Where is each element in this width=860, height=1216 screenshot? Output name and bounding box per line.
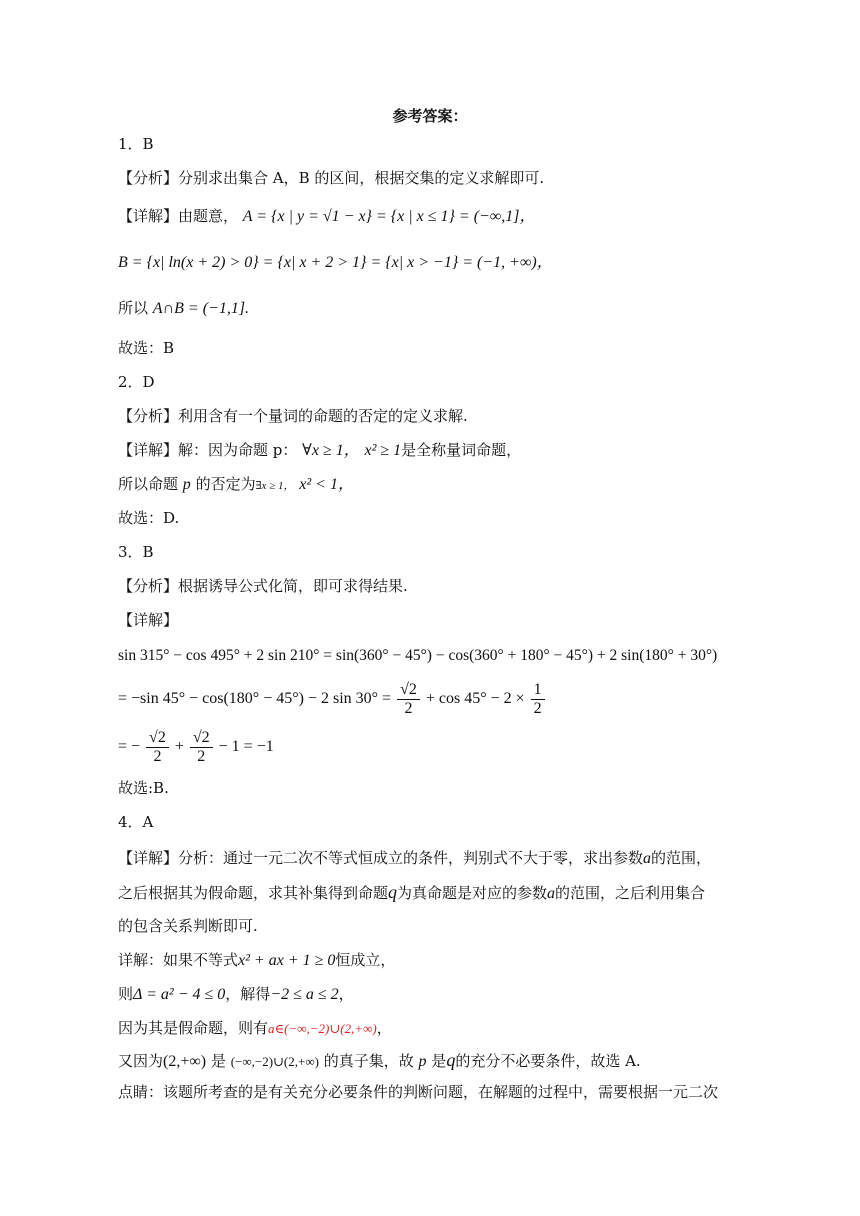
q3-eq3-frac-1	[146, 729, 169, 766]
q2-detail-a: 【详解】解：因为命题 p：	[118, 441, 298, 459]
q4-p2-var: a	[547, 885, 556, 902]
q3-eq3-b: +	[174, 738, 184, 755]
q3-eq3-a: = −	[118, 738, 141, 755]
q4-d1-eq: x² + ax + 1 ≥ 0	[238, 952, 336, 969]
q2-number: 2．D	[118, 373, 155, 391]
q4-d4-e: 的充分不必要条件，故选 A.	[455, 1052, 641, 1070]
q3-eq2-fraction	[397, 681, 420, 718]
q2-detail-d: 是全称量词命题，	[401, 441, 522, 459]
q4-d3-b: ，	[376, 1019, 392, 1037]
q4-d4-a: 又因为	[118, 1052, 164, 1070]
q2-detail-c: x² ≥ 1	[364, 442, 402, 459]
q4-d1-a: 详解：如果不等式	[118, 951, 239, 969]
q3-eq2-half-num: 1	[531, 681, 545, 700]
q4-detail-4	[118, 1050, 641, 1072]
q3-equation-2	[118, 680, 547, 718]
q1-equation-b-text: B = {x| ln(x + 2) > 0} = {x| x + 2 > 1} = {x| x > −1} = (−1, +∞)，	[118, 254, 553, 271]
q3-number: 3．B	[118, 543, 154, 561]
q4-d2-eq2: −2 ≤ a ≤ 2	[270, 986, 339, 1003]
q2-choice: 故选：D.	[118, 509, 180, 527]
q2-neg-b: 的否定为	[195, 475, 256, 493]
q1-choice: 故选：B	[118, 339, 175, 357]
q3-detail: 【详解】	[118, 611, 179, 629]
q1-so-prefix: 所以	[118, 299, 149, 317]
q4-p2-a: 之后根据其为假命题，求其补集得到命题	[118, 884, 389, 902]
q4-paragraph-2	[118, 882, 705, 904]
q3-equation-1: sin 315° − cos 495° + 2 sin 210° = sin(360° − 45°) − cos(360° + 180° − 45°) + 2 sin(180° + 30°)	[118, 647, 718, 664]
q4-p1-end: 的范围，	[651, 849, 712, 867]
q4-d1-b: 恒成立，	[335, 951, 396, 969]
q3-analysis: 【分析】根据诱导公式化简，即可求得结果.	[118, 577, 408, 595]
q1-detail-line	[118, 206, 536, 227]
q1-equation-b	[118, 252, 553, 273]
q4-detail-3	[118, 1018, 392, 1039]
q3-eq2-b: + cos 45° − 2 ×	[425, 690, 525, 707]
q3-eq2-frac-num: √2	[397, 681, 420, 700]
q4-d4-b: 是	[210, 1052, 226, 1070]
q4-p2-q: q	[388, 882, 398, 902]
q4-paragraph-1	[118, 848, 711, 869]
q2-neg-d: x² < 1，	[299, 476, 354, 493]
q4-p2-c: 的范围，之后利用集合	[555, 884, 706, 902]
q1-equation-a: A = {x | y = √1 − x} = {x | x ≤ 1} = (−∞,1]，	[242, 208, 536, 225]
q3-equation-3	[118, 728, 274, 766]
answer-title: 参考答案：	[392, 107, 468, 125]
q1-number: 1．B	[118, 135, 154, 153]
q4-number: 4．A	[118, 813, 154, 831]
q3-eq3-frac1-num: √2	[146, 729, 169, 748]
q4-d2-a: 则	[118, 985, 134, 1003]
q3-eq3-frac1-den: 2	[153, 747, 162, 765]
q2-detail-line	[118, 440, 521, 461]
q3-eq3-frac-2	[190, 729, 213, 766]
q4-d4-eq1: (2,+∞)	[163, 1053, 207, 1070]
q3-eq2-a: = −sin 45° − cos(180° − 45°) − 2 sin 30° =	[118, 690, 392, 707]
q2-negation-line	[118, 474, 354, 496]
q4-d3-eq: a∈(−∞,−2)∪(2,+∞)	[268, 1021, 377, 1036]
q2-neg-p: p	[182, 476, 191, 493]
q4-d4-d: 是	[431, 1052, 447, 1070]
q4-p1-text: 【详解】分析：通过一元二次不等式恒成立的条件，判别式不大于零，求出参数	[118, 849, 644, 867]
q3-eq2-half-den: 2	[533, 699, 542, 717]
q3-eq2-half	[531, 681, 545, 718]
q1-intersection: A∩B = (−1,1].	[152, 300, 250, 317]
q4-d4-q: q	[446, 1050, 456, 1070]
q4-p1-var: a	[643, 850, 652, 867]
q3-eq3-frac2-den: 2	[197, 747, 206, 765]
q4-paragraph-3: 的包含关系判断即可.	[118, 917, 258, 935]
q4-d4-eq2: (−∞,−2)∪(2,+∞)	[230, 1054, 319, 1069]
q4-p2-b: 为真命题是对应的参数	[397, 884, 548, 902]
q4-detail-1	[118, 950, 395, 971]
q3-eq3-frac2-num: √2	[190, 729, 213, 748]
q1-analysis: 【分析】分别求出集合 A，B 的区间，根据交集的定义求解即可.	[118, 169, 545, 187]
q4-d2-eq: Δ = a² − 4 ≤ 0	[133, 986, 226, 1003]
q3-eq2-frac-den: 2	[404, 699, 413, 717]
q2-neg-c: ∃x ≥ 1，	[255, 480, 295, 492]
q1-detail-prefix: 【详解】由题意，	[118, 207, 239, 225]
q2-detail-b: ∀x ≥ 1，	[302, 442, 360, 459]
q4-d2-c: ，	[338, 985, 354, 1003]
q4-d3-a: 因为其是假命题，则有	[118, 1019, 269, 1037]
q1-conclusion-line	[118, 298, 249, 319]
q4-comment: 点睛：该题所考查的是有关充分必要条件的判断问题，在解题的过程中，需要根据一元二次	[118, 1083, 719, 1101]
q2-analysis: 【分析】利用含有一个量词的命题的否定的定义求解.	[118, 407, 468, 425]
q4-d2-b: ，解得	[225, 985, 271, 1003]
q4-d4-p: p	[418, 1053, 427, 1070]
q4-detail-2	[118, 984, 354, 1005]
q2-neg-a: 所以命题	[118, 475, 179, 493]
q3-choice: 故选:B.	[118, 779, 169, 797]
q3-eq3-c: − 1 = −1	[218, 738, 274, 755]
q4-d4-c: 的真子集，故	[323, 1052, 414, 1070]
